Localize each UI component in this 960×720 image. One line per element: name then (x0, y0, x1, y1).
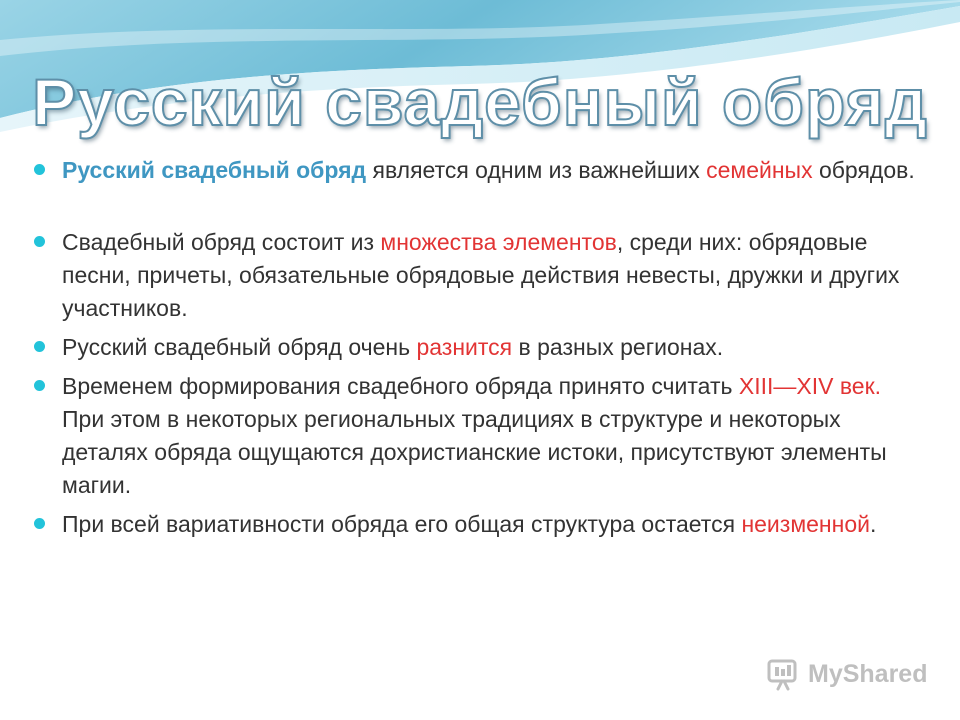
bullet-segment: Русский свадебный обряд очень (62, 334, 417, 360)
bullet-item (34, 508, 924, 541)
bullet-segment: . (869, 511, 877, 537)
bullet-list (34, 154, 924, 547)
bullet-segment: Русский свадебный обряд (62, 157, 367, 183)
bullet-text (62, 154, 924, 187)
bullet-text (62, 370, 924, 502)
bullet-text (62, 226, 924, 325)
bullet-dot-icon (34, 518, 45, 529)
bullet-segment: Временем формирования свадебного обряда принято считать (62, 373, 739, 399)
bullet-text (62, 331, 924, 364)
bullet-item (34, 331, 924, 364)
watermark-text: MyShared (808, 659, 928, 688)
bullet-segment: XIII—XIV век. (738, 373, 882, 399)
bullet-item (34, 370, 924, 502)
bullet-segment: множества элементов (380, 229, 617, 255)
bullet-segment: неизменной (741, 511, 870, 537)
bullet-segment: При всей вариативности обряда его общая структура остается (62, 511, 742, 537)
bullet-dot-icon (34, 164, 45, 175)
bullet-segment: Свадебный обряд состоит из (62, 229, 381, 255)
bullet-item (34, 226, 924, 325)
bullet-text (62, 508, 924, 541)
bullet-dot-icon (34, 341, 45, 352)
myshared-logo-icon (766, 657, 802, 691)
slide-title: Русский свадебный обряд (32, 65, 928, 139)
myshared-watermark[interactable] (766, 656, 927, 692)
bullet-dot-icon (34, 236, 45, 247)
bullet-segment: семейных (706, 157, 813, 183)
bullet-item (34, 154, 924, 187)
bullet-segment: , среди них: обрядовые песни, причеты, обязательные обрядовые действия невесты, дружки и других участников. (62, 229, 900, 321)
bullet-segment: При этом в некоторых региональных традициях в структуре и некоторых деталях обряда ощущаются дохристианские истоки, присутствуют элементы магии. (62, 406, 887, 498)
bullet-segment: обрядов. (812, 157, 915, 183)
bullet-segment: разнится (416, 334, 513, 360)
bullet-segment: в разных регионах. (512, 334, 724, 360)
bullet-segment: является одним из важнейших (366, 157, 707, 183)
bullet-dot-icon (34, 380, 45, 391)
